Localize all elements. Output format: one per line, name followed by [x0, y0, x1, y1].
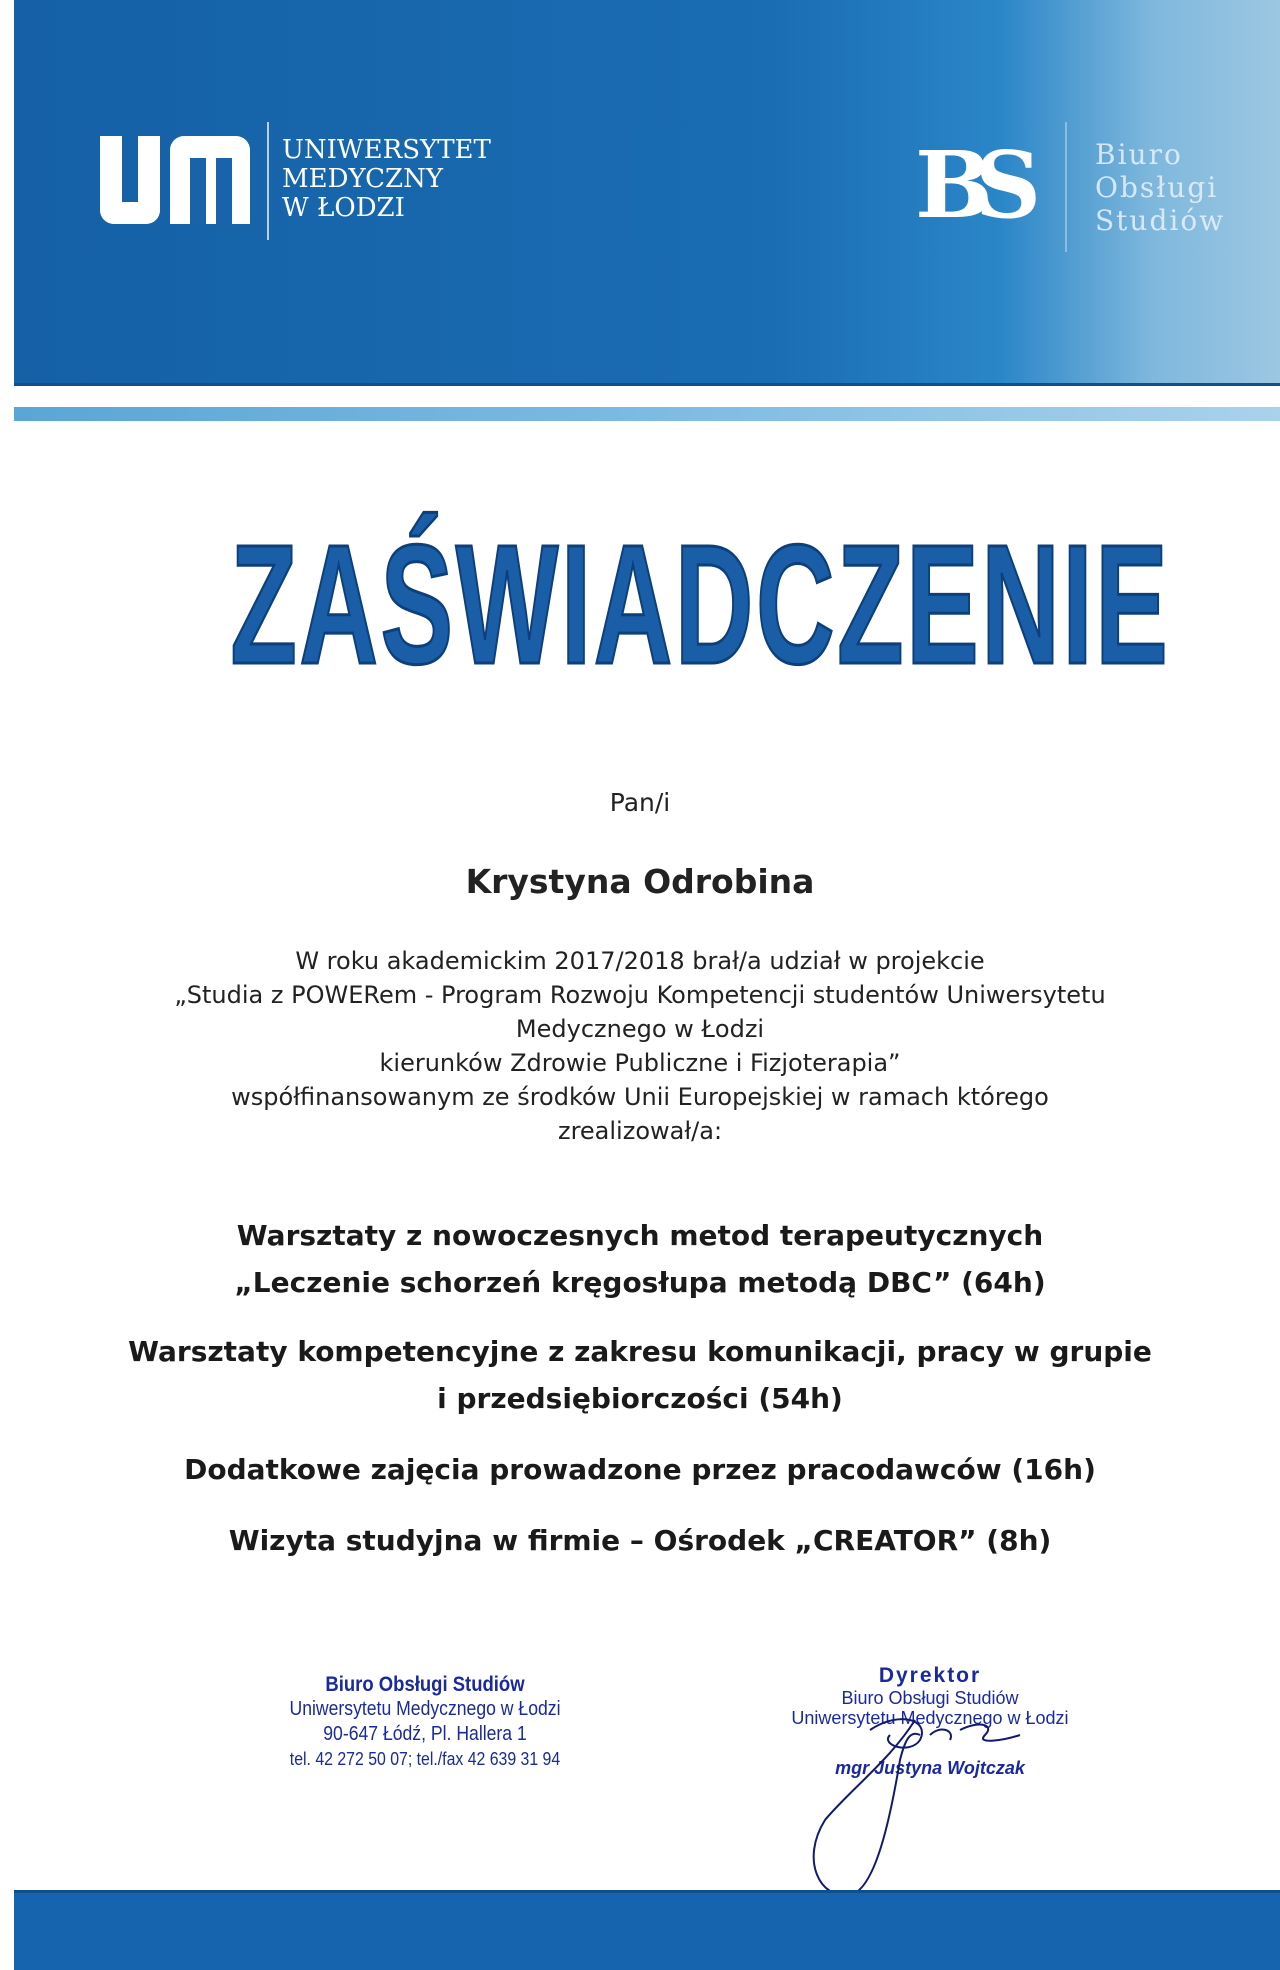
course-list — [0, 1212, 1280, 1564]
paragraph-line: współfinansowanym ze środków Unii Europejskiej w ramach którego — [231, 1083, 1049, 1111]
course-line: „Leczenie schorzeń kręgosłupa metodą DBC” (64h) — [234, 1266, 1046, 1299]
divider — [1065, 122, 1067, 252]
course-item — [0, 1212, 1280, 1306]
office-stamp — [249, 1672, 601, 1772]
office-line: Biuro — [1095, 138, 1183, 171]
paragraph-line: kierunków Zdrowie Publiczne i Fizjoterapia” — [379, 1049, 901, 1077]
footer-banner — [14, 1890, 1280, 1970]
office-name — [1095, 138, 1225, 237]
recipient-name: Krystyna Odrobina — [465, 862, 815, 901]
course-line: Warsztaty z nowoczesnych metod terapeutycznych — [236, 1219, 1044, 1252]
header-stripe — [14, 407, 1280, 421]
course-item — [0, 1446, 1280, 1493]
university-line: UNIWERSYTET — [282, 135, 491, 165]
course-line: Dodatkowe zajęcia prowadzone przez pracodawców (16h) — [184, 1453, 1096, 1486]
paragraph-line: „Studia z POWERem - Program Rozwoju Kompetencji studentów Uniwersytetu — [174, 981, 1106, 1009]
divider — [267, 122, 269, 240]
course-line: Wizyta studyjna w firmie – Ośrodek „CREATOR” (8h) — [228, 1524, 1052, 1557]
course-line: i przedsiębiorczości (54h) — [437, 1382, 843, 1415]
paragraph-line: W roku akademickim 2017/2018 brał/a udział w projekcie — [295, 947, 985, 975]
um-logo — [100, 136, 250, 224]
signatory-name: mgr Justyna Wojtczak — [835, 1758, 1025, 1778]
stamp-line: 90-647 Łódź, Pl. Hallera 1 — [323, 1723, 527, 1745]
paragraph-line: zrealizował/a: — [557, 1117, 723, 1145]
description-paragraph — [0, 944, 1280, 1148]
stamp-line: Uniwersytetu Medycznego w Łodzi — [791, 1708, 1069, 1728]
document-title: ZAŚWIADCZENIE — [230, 510, 1171, 700]
paragraph-line: Medycznego w Łodzi — [515, 1015, 765, 1043]
stamp-line: Uniwersytetu Medycznego w Łodzi — [289, 1698, 561, 1720]
stamp-line: Biuro Obsługi Studiów — [841, 1688, 1019, 1708]
salutation: Pan/i — [609, 788, 671, 817]
university-line: W ŁODZI — [282, 193, 405, 223]
university-line: MEDYCZNY — [282, 164, 444, 194]
course-line: Warsztaty kompetencyjne z zakresu komunikacji, pracy w grupie — [128, 1335, 1152, 1368]
course-item — [0, 1328, 1280, 1422]
bs-logo: BS — [915, 131, 1024, 239]
director-role: Dyrektor — [878, 1664, 982, 1687]
signature-icon — [780, 1700, 1080, 1900]
course-item — [0, 1517, 1280, 1564]
university-name — [282, 136, 491, 223]
office-line: Studiów — [1095, 204, 1226, 237]
stamp-line: Biuro Obsługi Studiów — [325, 1673, 525, 1696]
stamp-line: tel. 42 272 50 07; tel./fax 42 639 31 94 — [289, 1749, 561, 1769]
office-line: Obsługi — [1095, 171, 1219, 204]
